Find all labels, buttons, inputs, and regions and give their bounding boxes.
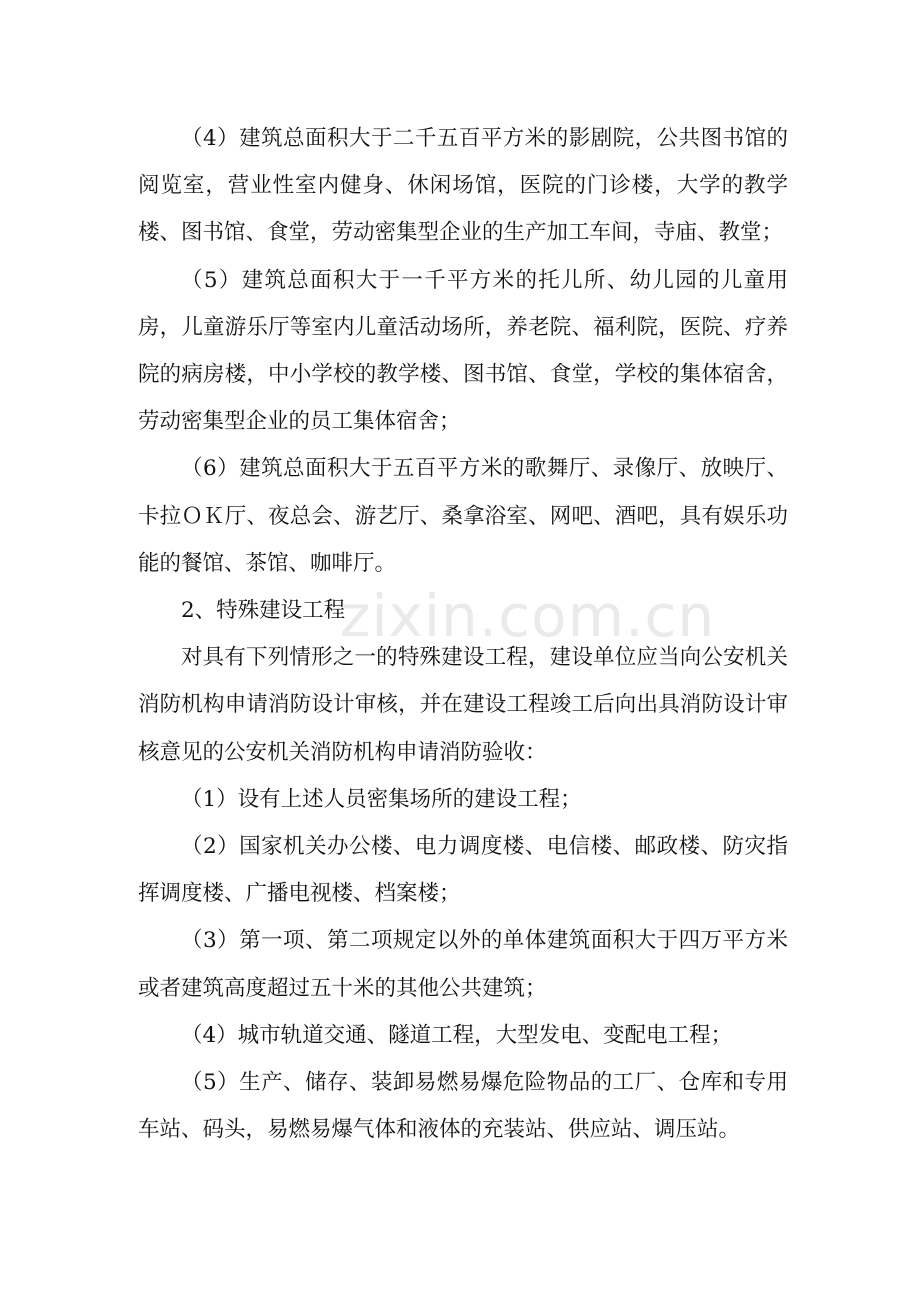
list-item-4: （4）城市轨道交通、隧道工程，大型发电、变配电工程； — [181, 1022, 733, 1048]
paragraph-special-projects-intro: 对具有下列情形之一的特殊建设工程，建设单位应当向公安机关消防机构申请消防设计审核，并在建设工程竣工后向出具消防设计审核意见的公安机关消防机构申请消防验收： — [138, 645, 788, 765]
section-heading-special-projects: 2、特殊建设工程 — [181, 598, 346, 624]
paragraph-item-4-theaters: （4）建筑总面积大于二千五百平方米的影剧院，公共图书馆的阅览室，营业性室内健身、休闲场馆，医院的门诊楼，大学的教学楼、图书馆、食堂，劳动密集型企业的生产加工车间，寺庙、教堂； — [138, 126, 788, 246]
list-item-1: （1）设有上述人员密集场所的建设工程； — [181, 786, 582, 812]
list-item-5: （5）生产、储存、装卸易燃易爆危险物品的工厂、仓库和专用车站、码头，易燃易爆气体和液体的充装站、供应站、调压站。 — [138, 1070, 788, 1143]
paragraph-item-5-kindergartens: （5）建筑总面积大于一千平方米的托儿所、幼儿园的儿童用房，儿童游乐厅等室内儿童活动场所，养老院、福利院，医院、疗养院的病房楼，中小学校的教学楼、图书馆、食堂，学校的集体宿舍，劳动密集型企业的员工集体宿舍； — [138, 267, 788, 435]
document-body — [138, 115, 788, 1153]
paragraph-item-6-entertainment: （6）建筑总面积大于五百平方米的歌舞厅、录像厅、放映厅、卡拉ＯＫ厅、夜总会、游艺厅、桑拿浴室、网吧、酒吧，具有娱乐功能的餐馆、茶馆、咖啡厅。 — [138, 456, 788, 576]
list-item-2: （2）国家机关办公楼、电力调度楼、电信楼、邮政楼、防灾指挥调度楼、广播电视楼、档案楼； — [138, 834, 788, 907]
list-item-3: （3）第一项、第二项规定以外的单体建筑面积大于四万平方米或者建筑高度超过五十米的其他公共建筑； — [138, 928, 788, 1001]
watermark: zixin.com.cn — [340, 582, 716, 650]
